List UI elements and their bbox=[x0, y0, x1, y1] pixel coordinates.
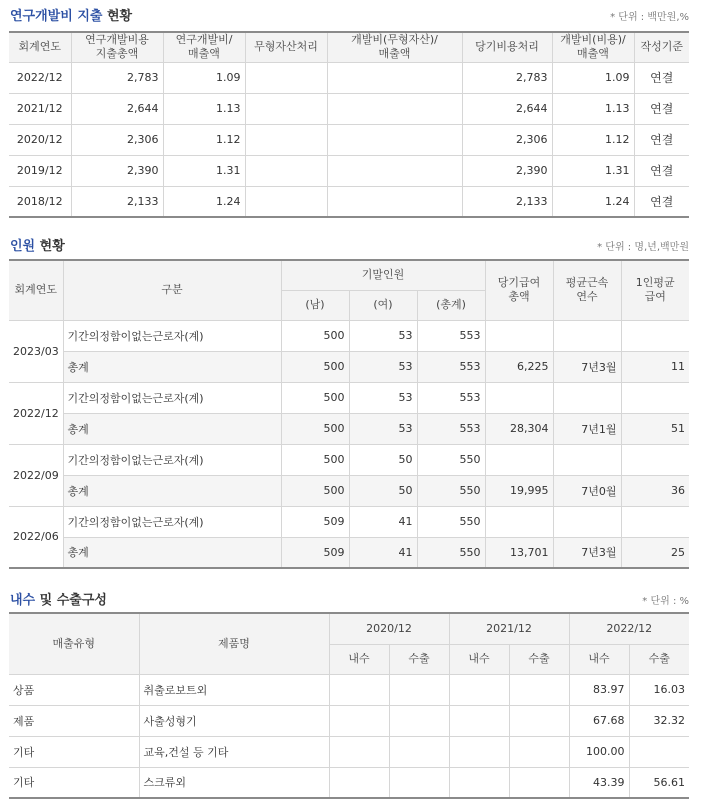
staff-cell: 36 bbox=[621, 475, 689, 506]
staff-row bbox=[9, 506, 689, 537]
staff-cell: 500 bbox=[281, 413, 349, 444]
staff-cell bbox=[621, 506, 689, 537]
rnd-header-3: 무형자산처리 bbox=[245, 32, 327, 62]
sales-header-type: 매출유형 bbox=[9, 613, 139, 674]
staff-cell bbox=[621, 444, 689, 475]
sales-row bbox=[9, 705, 689, 736]
rnd-cell: 1.13 bbox=[552, 93, 634, 124]
staff-cell: 53 bbox=[349, 351, 417, 382]
staff-cell: 51 bbox=[621, 413, 689, 444]
rnd-cell: 1.12 bbox=[163, 124, 245, 155]
staff-cell: 총계 bbox=[63, 413, 281, 444]
rnd-cell bbox=[327, 62, 462, 93]
staff-row bbox=[9, 351, 689, 382]
staff-cell bbox=[621, 382, 689, 413]
staff-table bbox=[9, 259, 689, 569]
sales-header-export: 수출 bbox=[629, 644, 689, 674]
rnd-table bbox=[9, 31, 689, 218]
rnd-cell: 2,306 bbox=[462, 124, 552, 155]
staff-cell: 53 bbox=[349, 413, 417, 444]
rnd-cell: 2,306 bbox=[71, 124, 163, 155]
sales-cell: 32.32 bbox=[629, 705, 689, 736]
sales-cell bbox=[329, 767, 389, 798]
rnd-cell: 2021/12 bbox=[9, 93, 71, 124]
staff-cell: 53 bbox=[349, 382, 417, 413]
sales-cell bbox=[509, 767, 569, 798]
staff-cell bbox=[485, 382, 553, 413]
staff-cell: 553 bbox=[417, 413, 485, 444]
rnd-cell: 1.31 bbox=[552, 155, 634, 186]
staff-year: 2023/03 bbox=[9, 320, 63, 382]
rnd-cell bbox=[327, 124, 462, 155]
rnd-header-4: 개발비(무형자산)/ 매출액 bbox=[327, 32, 462, 62]
staff-cell: 50 bbox=[349, 444, 417, 475]
staff-cell: 기간의정함이없는근로자(계) bbox=[63, 444, 281, 475]
sales-unit: * 단위 : % bbox=[642, 596, 689, 607]
staff-cell: 53 bbox=[349, 320, 417, 351]
sales-cell bbox=[449, 674, 509, 705]
staff-header-male: (남) bbox=[281, 290, 349, 320]
staff-cell: 500 bbox=[281, 382, 349, 413]
staff-header-pay: 당기급여 총액 bbox=[485, 260, 553, 320]
sales-cell bbox=[389, 674, 449, 705]
rnd-cell bbox=[245, 155, 327, 186]
staff-year: 2022/06 bbox=[9, 506, 63, 568]
staff-unit: * 단위 : 명,년,백만원 bbox=[597, 242, 689, 253]
sales-header-domestic: 내수 bbox=[569, 644, 629, 674]
staff-row bbox=[9, 320, 689, 351]
staff-cell: 500 bbox=[281, 475, 349, 506]
staff-header-total: (총계) bbox=[417, 290, 485, 320]
sales-cell bbox=[449, 736, 509, 767]
rnd-title: 연구개발비 지출 현황 bbox=[10, 9, 133, 24]
rnd-cell: 1.24 bbox=[163, 186, 245, 217]
sales-cell: 교육,건설 등 기타 bbox=[139, 736, 329, 767]
rnd-cell: 2018/12 bbox=[9, 186, 71, 217]
rnd-cell: 2022/12 bbox=[9, 62, 71, 93]
staff-header-headcount: 기말인원 bbox=[281, 260, 485, 290]
staff-cell: 11 bbox=[621, 351, 689, 382]
sales-cell: 16.03 bbox=[629, 674, 689, 705]
rnd-cell: 2019/12 bbox=[9, 155, 71, 186]
rnd-cell: 1.09 bbox=[552, 62, 634, 93]
staff-cell: 7년3월 bbox=[553, 537, 621, 568]
rnd-header-6: 개발비(비용)/ 매출액 bbox=[552, 32, 634, 62]
rnd-cell: 2,783 bbox=[462, 62, 552, 93]
staff-cell: 7년1월 bbox=[553, 413, 621, 444]
rnd-cell bbox=[327, 93, 462, 124]
rnd-cell: 1.12 bbox=[552, 124, 634, 155]
sales-cell bbox=[329, 674, 389, 705]
sales-header-year-2: 2022/12 bbox=[569, 613, 689, 644]
staff-cell bbox=[553, 382, 621, 413]
staff-row bbox=[9, 475, 689, 506]
sales-cell bbox=[449, 705, 509, 736]
rnd-cell: 2,390 bbox=[462, 155, 552, 186]
rnd-cell: 연결 bbox=[634, 93, 689, 124]
staff-cell: 25 bbox=[621, 537, 689, 568]
rnd-header-5: 당기비용처리 bbox=[462, 32, 552, 62]
rnd-header-0: 회계연도 bbox=[9, 32, 71, 62]
sales-header-domestic: 내수 bbox=[449, 644, 509, 674]
rnd-cell bbox=[327, 155, 462, 186]
staff-cell: 553 bbox=[417, 320, 485, 351]
staff-cell: 13,701 bbox=[485, 537, 553, 568]
rnd-cell: 2,390 bbox=[71, 155, 163, 186]
staff-header-avgpay: 1인평균 급여 bbox=[621, 260, 689, 320]
staff-cell: 553 bbox=[417, 351, 485, 382]
rnd-cell: 1.09 bbox=[163, 62, 245, 93]
staff-header-category: 구분 bbox=[63, 260, 281, 320]
rnd-cell: 2020/12 bbox=[9, 124, 71, 155]
staff-cell bbox=[485, 320, 553, 351]
rnd-cell: 1.24 bbox=[552, 186, 634, 217]
staff-cell bbox=[485, 506, 553, 537]
sales-cell: 100.00 bbox=[569, 736, 629, 767]
staff-cell: 509 bbox=[281, 506, 349, 537]
rnd-header-1: 연구개발비용 지출총액 bbox=[71, 32, 163, 62]
rnd-row bbox=[9, 186, 689, 217]
staff-header-female: (여) bbox=[349, 290, 417, 320]
staff-cell: 총계 bbox=[63, 351, 281, 382]
staff-cell: 6,225 bbox=[485, 351, 553, 382]
staff-cell: 41 bbox=[349, 506, 417, 537]
staff-cell: 기간의정함이없는근로자(계) bbox=[63, 382, 281, 413]
rnd-cell bbox=[245, 124, 327, 155]
sales-header-export: 수출 bbox=[389, 644, 449, 674]
staff-cell bbox=[553, 506, 621, 537]
sales-cell: 사출성형기 bbox=[139, 705, 329, 736]
sales-cell bbox=[509, 736, 569, 767]
sales-cell: 스크류외 bbox=[139, 767, 329, 798]
sales-cell: 제품 bbox=[9, 705, 139, 736]
sales-cell bbox=[329, 736, 389, 767]
staff-year: 2022/09 bbox=[9, 444, 63, 506]
staff-cell: 500 bbox=[281, 320, 349, 351]
rnd-cell: 연결 bbox=[634, 186, 689, 217]
sales-cell bbox=[509, 705, 569, 736]
sales-cell bbox=[389, 705, 449, 736]
staff-cell: 7년0월 bbox=[553, 475, 621, 506]
staff-row bbox=[9, 413, 689, 444]
staff-cell bbox=[553, 444, 621, 475]
staff-cell: 기간의정함이없는근로자(계) bbox=[63, 506, 281, 537]
staff-cell bbox=[621, 320, 689, 351]
sales-cell bbox=[449, 767, 509, 798]
staff-header-tenure: 평균근속 연수 bbox=[553, 260, 621, 320]
sales-cell bbox=[629, 736, 689, 767]
rnd-row bbox=[9, 93, 689, 124]
sales-cell: 43.39 bbox=[569, 767, 629, 798]
sales-cell bbox=[389, 767, 449, 798]
rnd-row bbox=[9, 62, 689, 93]
staff-row bbox=[9, 382, 689, 413]
sales-cell: 상품 bbox=[9, 674, 139, 705]
sales-row bbox=[9, 736, 689, 767]
rnd-row bbox=[9, 155, 689, 186]
staff-row bbox=[9, 444, 689, 475]
rnd-cell: 연결 bbox=[634, 155, 689, 186]
rnd-cell: 2,133 bbox=[462, 186, 552, 217]
rnd-cell: 연결 bbox=[634, 62, 689, 93]
rnd-cell bbox=[245, 62, 327, 93]
rnd-cell: 1.31 bbox=[163, 155, 245, 186]
rnd-cell: 2,133 bbox=[71, 186, 163, 217]
rnd-cell bbox=[327, 186, 462, 217]
staff-cell: 기간의정함이없는근로자(계) bbox=[63, 320, 281, 351]
staff-cell: 19,995 bbox=[485, 475, 553, 506]
rnd-cell: 1.13 bbox=[163, 93, 245, 124]
rnd-cell: 2,783 bbox=[71, 62, 163, 93]
rnd-cell: 연결 bbox=[634, 124, 689, 155]
sales-header-year-1: 2021/12 bbox=[449, 613, 569, 644]
staff-cell: 553 bbox=[417, 382, 485, 413]
staff-cell: 28,304 bbox=[485, 413, 553, 444]
sales-title: 내수 및 수출구성 bbox=[10, 593, 107, 608]
sales-cell bbox=[329, 705, 389, 736]
rnd-unit: * 단위 : 백만원,% bbox=[610, 12, 689, 23]
staff-cell: 7년3월 bbox=[553, 351, 621, 382]
staff-cell: 총계 bbox=[63, 537, 281, 568]
staff-title: 인원 현황 bbox=[10, 239, 65, 254]
sales-cell bbox=[389, 736, 449, 767]
sales-cell: 취출로보트외 bbox=[139, 674, 329, 705]
sales-header-domestic: 내수 bbox=[329, 644, 389, 674]
sales-cell: 67.68 bbox=[569, 705, 629, 736]
staff-cell: 550 bbox=[417, 537, 485, 568]
sales-row bbox=[9, 674, 689, 705]
staff-cell bbox=[485, 444, 553, 475]
staff-cell: 41 bbox=[349, 537, 417, 568]
staff-cell: 500 bbox=[281, 444, 349, 475]
sales-header-year-0: 2020/12 bbox=[329, 613, 449, 644]
staff-cell bbox=[553, 320, 621, 351]
staff-cell: 550 bbox=[417, 444, 485, 475]
rnd-cell: 2,644 bbox=[462, 93, 552, 124]
staff-cell: 550 bbox=[417, 506, 485, 537]
staff-cell: 509 bbox=[281, 537, 349, 568]
rnd-header-2: 연구개발비/ 매출액 bbox=[163, 32, 245, 62]
sales-cell bbox=[509, 674, 569, 705]
staff-row bbox=[9, 537, 689, 568]
sales-cell: 56.61 bbox=[629, 767, 689, 798]
rnd-cell bbox=[245, 93, 327, 124]
staff-cell: 550 bbox=[417, 475, 485, 506]
sales-cell: 기타 bbox=[9, 736, 139, 767]
sales-header-product: 제품명 bbox=[139, 613, 329, 674]
staff-header-year: 회계연도 bbox=[9, 260, 63, 320]
staff-cell: 500 bbox=[281, 351, 349, 382]
rnd-header-7: 작성기준 bbox=[634, 32, 689, 62]
sales-header-export: 수출 bbox=[509, 644, 569, 674]
sales-table bbox=[9, 612, 689, 799]
staff-year: 2022/12 bbox=[9, 382, 63, 444]
rnd-row bbox=[9, 124, 689, 155]
staff-cell: 총계 bbox=[63, 475, 281, 506]
rnd-cell: 2,644 bbox=[71, 93, 163, 124]
sales-cell: 83.97 bbox=[569, 674, 629, 705]
staff-cell: 50 bbox=[349, 475, 417, 506]
sales-row bbox=[9, 767, 689, 798]
rnd-cell bbox=[245, 186, 327, 217]
sales-cell: 기타 bbox=[9, 767, 139, 798]
